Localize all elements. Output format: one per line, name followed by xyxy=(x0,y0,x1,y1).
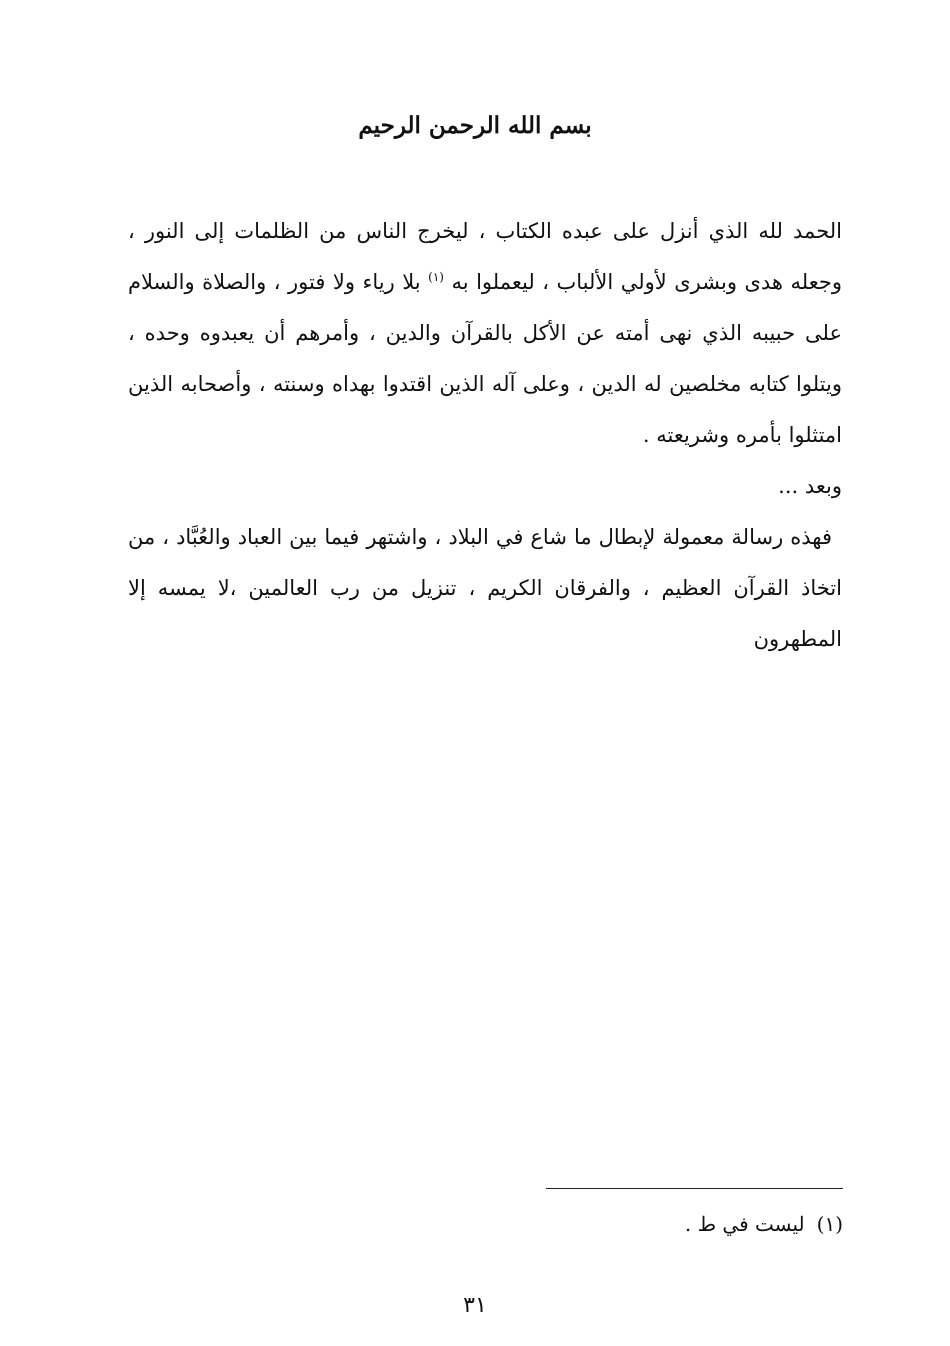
page-number: ٣١ xyxy=(463,1293,487,1318)
footnote xyxy=(685,1206,843,1242)
purpose-paragraph: فهذه رسالة معمولة لإبطال ما شاع في البلاد ، واشتهر فيما بين العباد والعُبَّاد ، من اتخاذ القرآن العظيم ، والفرقان الكريم ، تنزيل من رب العالمين ،لا يمسه إلا المطهرون xyxy=(128,525,842,651)
transition-paragraph: وبعد ... xyxy=(778,474,842,498)
opening-paragraph xyxy=(128,206,842,461)
footnote-divider xyxy=(546,1188,843,1189)
paragraph-text: الحمد لله الذي أنزل على عبده الكتاب ، ليخرج الناس من الظلمات إلى النور ، وجعله هدى وبشرى لأولي الألباب ، ليعملوا به xyxy=(128,219,842,294)
main-text xyxy=(128,206,842,665)
footnote-number: (١) xyxy=(816,1212,843,1236)
footnote-marker: (١) xyxy=(428,270,444,284)
paragraph-text: بلا رياء ولا فتور ، والصلاة والسلام على حبيبه الذي نهى أمته عن الأكل بالقرآن والدين ، وأمرهم أن يعبدوه وحده ، ويتلوا كتابه مخلصين له الدين ، وعلى آله الذين اقتدوا بهداه وسنته ، وأصحابه الذين امتثلوا بأمره وشريعته . xyxy=(128,270,842,447)
basmala-heading: بسم الله الرحمن الرحيم xyxy=(358,112,592,139)
footnote-text: ليست في ط . xyxy=(684,1212,805,1236)
